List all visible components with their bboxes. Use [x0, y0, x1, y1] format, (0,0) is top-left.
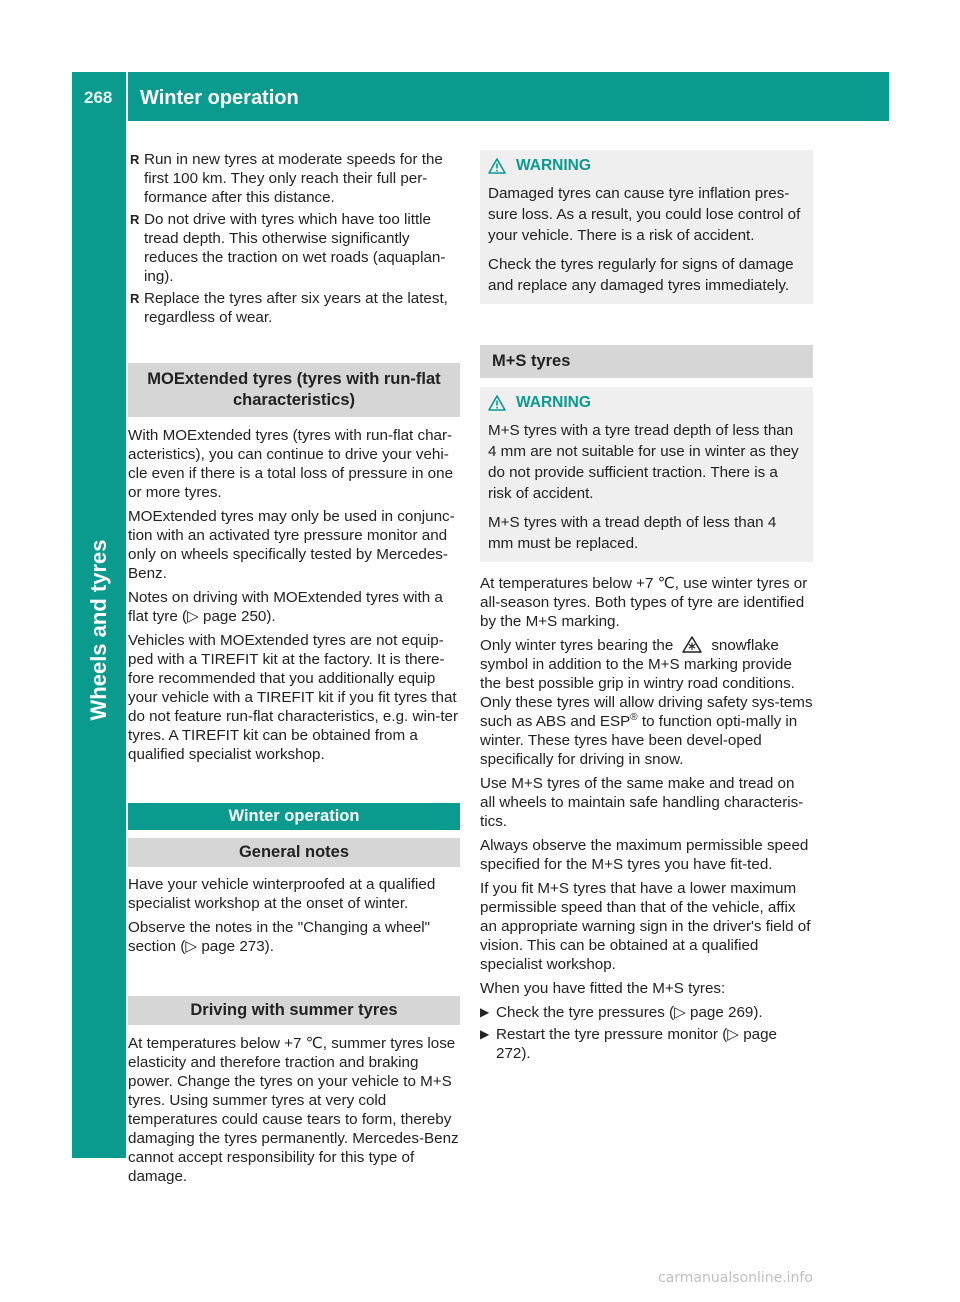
warning-text: M+S tyres with a tyre tread depth of less than 4 mm are not suitable for use in winter as they do not provide sufficient traction. There is a risk of accident. — [488, 422, 799, 502]
moextended-p1: With MOExtended tyres (tyres with run-flat char-acteristics), you can continue to drive your vehi-cle even if there is a total loss of pressure in one or more tyres. — [128, 427, 454, 501]
right-column — [480, 150, 813, 1066]
page-link[interactable]: page 272). — [496, 1026, 777, 1062]
ms-p5: If you fit M+S tyres that have a lower maximum permissible speed than that of the vehicle, affix an appropriate warning sign in the driver's field of vision. This can be obtained at a qualified specialist workshop. — [480, 880, 811, 973]
left-column — [128, 150, 460, 1191]
general-notes-heading: General notes — [128, 838, 460, 867]
list-item: R Run in new tyres at moderate speeds for the first 100 km. They only reach their full per-formance after this distance. — [130, 151, 443, 206]
watermark: carmanualsonline.info — [658, 1270, 813, 1286]
bullet-icon: R — [130, 291, 140, 306]
bullet-list — [128, 150, 460, 327]
ms-p2: Only winter tyres bearing the snowflake symbol in addition to the M+S marking provide the best possible grip in wintry road conditions. Only these tyres will allow driving safety sys-tems such as ABS and ESP® to function opti-mally in winter. These tyres have been devel-oped specifically for driving in snow. — [480, 637, 813, 768]
ms-p3: Use M+S tyres of the same make and tread on all wheels to maintain safe handling characteris-tics. — [480, 775, 804, 830]
list-item: R Do not drive with tyres which have too little tread depth. This otherwise significantly reduces the traction on wet roads (aquaplan-ing). — [130, 211, 446, 285]
bullet-icon: R — [130, 152, 140, 167]
moextended-p2: MOExtended tyres may only be used in conjunc-tion with an activated tyre pressure monitor and only on wheels specifically tested by Mercedes-Benz. — [128, 508, 455, 582]
warning-text: M+S tyres with a tread depth of less than 4 mm must be replaced. — [488, 514, 777, 552]
warning-text: Damaged tyres can cause tyre inflation pres-sure loss. As a result, you could lose control of your vehicle. There is a risk of accident. — [488, 185, 801, 244]
general-p2: Observe the notes in the "Changing a wheel" section (▷ page 273). — [128, 919, 431, 955]
arrow-right-icon: ▶ — [480, 1005, 490, 1019]
page-number: 268 — [84, 88, 113, 107]
general-p1: Have your vehicle winterproofed at a qualified specialist workshop at the onset of winter. — [128, 876, 436, 912]
arrow-right-icon: ▶ — [480, 1027, 490, 1041]
page-ref-triangle-icon: ▷ — [727, 1026, 739, 1043]
side-tab-label — [72, 520, 126, 740]
ms-p4: Always observe the maximum permissible speed specified for the M+S tyres you have fit-ted. — [480, 837, 809, 873]
list-item: ▶ Check the tyre pressures (▷ page 269). — [480, 1004, 763, 1021]
moextended-p4: Vehicles with MOExtended tyres are not equip-ped with a TIREFIT kit at the factory. It is there-fore recommended that you additionally equip your vehicle with a TIREFIT kit if you fit tyres that do not feature run-flat characteristics, e.g. win-ter tyres. A TIREFIT kit can be obtained from a qualified specialist workshop. — [128, 632, 459, 763]
summer-tyres-heading: Driving with summer tyres — [128, 996, 460, 1025]
list-item: ▶ Restart the tyre pressure monitor (▷ page 272). — [480, 1026, 777, 1062]
header-divider — [126, 72, 128, 121]
side-tab-text: Wheels and tyres — [86, 539, 111, 721]
warning-triangle-icon — [488, 395, 506, 411]
page-ref-triangle-icon: ▷ — [187, 608, 199, 625]
snowflake-mountain-icon — [681, 636, 703, 653]
ms-tyres-heading: M+S tyres — [480, 345, 813, 378]
warning-triangle-icon — [488, 158, 506, 174]
warning-title: WARNING — [488, 393, 805, 412]
warning-box — [480, 150, 813, 304]
action-list — [480, 1003, 813, 1063]
page-link[interactable]: page 269). — [690, 1004, 763, 1021]
ms-p1: At temperatures below +7 ℃, use winter tyres or all-season tyres. Both types of tyre are identified by the M+S marking. — [480, 575, 808, 630]
moextended-p3: Notes on driving with MOExtended tyres with a flat tyre (▷ page 250). — [128, 589, 443, 625]
warning-text: Check the tyres regularly for signs of damage and replace any damaged tyres immediately. — [488, 256, 794, 294]
page-header — [72, 72, 889, 121]
moextended-heading: MOExtended tyres (tyres with run-flat characteristics) — [128, 363, 460, 417]
ms-p6: When you have fitted the M+S tyres: — [480, 980, 726, 997]
page-ref-triangle-icon: ▷ — [185, 938, 198, 955]
page-link[interactable]: page 250). — [203, 608, 276, 625]
section-title: Winter operation — [140, 87, 299, 109]
list-item: R Replace the tyres after six years at the latest, regardless of wear. — [130, 290, 448, 326]
winter-operation-heading: Winter operation — [128, 803, 460, 830]
warning-box — [480, 387, 813, 562]
summer-p1: At temperatures below +7 ℃, summer tyres lose elasticity and therefore traction and braking power. Change the tyres on your vehicle to M+S tyres. Using summer tyres at very cold temperatures could cause tears to form, thereby damaging the tyres permanently. Mercedes-Benz cannot accept responsibility for this type of damage. — [128, 1035, 459, 1185]
warning-title: WARNING — [488, 156, 805, 175]
bullet-icon: R — [130, 212, 140, 227]
page-ref-triangle-icon: ▷ — [674, 1004, 686, 1021]
page-link[interactable]: page 273). — [201, 938, 274, 955]
